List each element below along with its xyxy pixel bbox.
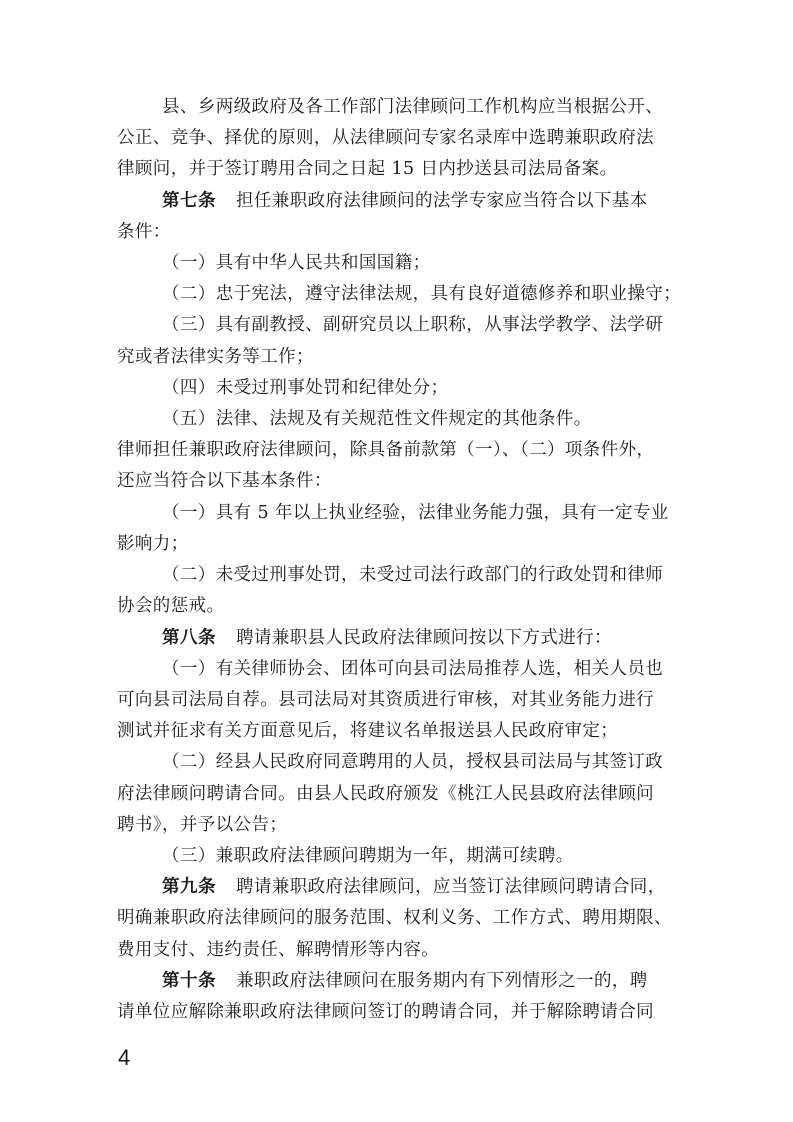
article-label: 第九条: [162, 877, 216, 897]
line-text: （三）兼职政府法律顾问聘期为一年，期满可续聘。: [162, 846, 574, 866]
paragraph-line: [117, 782, 654, 806]
line-text: 究或者法律实务等工作；: [117, 347, 314, 367]
list-item: [162, 563, 663, 587]
paragraph-line: [117, 220, 171, 244]
article-heading-line: [162, 969, 648, 993]
line-text: （二）未受过刑事处罚，未受过司法行政部门的行政处罚和律师: [162, 565, 664, 585]
line-text: 还应当符合以下基本条件：: [117, 471, 332, 491]
paragraph-line: [117, 688, 654, 712]
line-text: （一）具有 5 年以上执业经验，法律业务能力强，具有一定专业: [162, 503, 669, 523]
paragraph-line: [117, 438, 654, 462]
list-item: [162, 376, 448, 400]
line-text: 协会的惩戒。: [117, 596, 225, 616]
paragraph-line: [117, 532, 189, 556]
line-text: 费用支付、违约责任、解聘情形等内容。: [117, 940, 440, 960]
paragraph-line: [117, 813, 287, 837]
list-item: [162, 407, 592, 431]
paragraph-line: [117, 1000, 654, 1024]
line-text: （一）有关律师协会、团体可向县司法局推荐人选，相关人员也: [162, 659, 664, 679]
article-heading-line: [162, 875, 666, 899]
list-item: [162, 844, 574, 868]
line-text: 聘请兼职县人民政府法律顾问按以下方式进行：: [236, 628, 612, 648]
line-text: 测试并征求有关方面意见后，将建议名单报送县人民政府审定；: [117, 721, 619, 741]
article-heading-line: [162, 189, 648, 213]
paragraph-line: [117, 157, 617, 181]
paragraph-line: [117, 126, 654, 150]
list-item: [162, 251, 431, 275]
list-item: [162, 750, 663, 774]
line-text: 律顾问，并于签订聘用合同之日起 15 日内抄送县司法局备案。: [117, 159, 618, 179]
line-text: （二）经县人民政府同意聘用的人员，授权县司法局与其签订政: [162, 752, 664, 772]
line-text: （一）具有中华人民共和国国籍；: [162, 253, 431, 273]
line-text: 明确兼职政府法律顾问的服务范围、权利义务、工作方式、聘用期限、: [117, 908, 672, 928]
list-item: [162, 95, 663, 119]
line-text: 公正、竞争、择优的原则，从法律顾问专家名录库中选聘兼职政府法: [117, 128, 654, 148]
line-text: （五）法律、法规及有关规范性文件规定的其他条件。: [162, 409, 592, 429]
line-text: 条件：: [117, 222, 171, 242]
paragraph-line: [117, 938, 439, 962]
line-text: 聘书》，并予以公告；: [117, 815, 288, 835]
list-item: [162, 501, 669, 525]
line-text: （三）具有副教授、副研究员以上职称，从事法学教学、法学研: [162, 315, 664, 335]
list-item: [162, 313, 663, 337]
line-text: 聘请兼职政府法律顾问，应当签订法律顾问聘请合同，: [236, 877, 666, 897]
paragraph-line: [117, 906, 672, 930]
page-number: 4: [118, 1045, 131, 1070]
line-text: 兼职政府法律顾问在服务期内有下列情形之一的，聘: [236, 971, 648, 991]
line-text: 担任兼职政府法律顾问的法学专家应当符合以下基本: [236, 191, 648, 211]
line-text: （四）未受过刑事处罚和纪律处分；: [162, 378, 449, 398]
paragraph-line: [117, 469, 332, 493]
line-text: 影响力；: [117, 534, 189, 554]
line-text: 府法律顾问聘请合同。由县人民政府颁发《桃江人民县政府法律顾问: [117, 784, 654, 804]
list-item: [162, 282, 681, 306]
paragraph-line: [117, 345, 314, 369]
article-label: 第七条: [162, 191, 216, 211]
article-label: 第十条: [162, 971, 216, 991]
article-label: 第八条: [162, 628, 216, 648]
line-text: 律师担任兼职政府法律顾问，除具备前款第（一）、（二）项条件外，: [117, 440, 655, 460]
paragraph-line: [117, 594, 224, 618]
line-text: 请单位应解除兼职政府法律顾问签订的聘请合同，并于解除聘请合同: [117, 1002, 654, 1022]
line-text: 县、乡两级政府及各工作部门法律顾问工作机构应当根据公开、: [162, 97, 664, 117]
list-item: [162, 657, 663, 681]
line-text: （二）忠于宪法，遵守法律法规，具有良好道德修养和职业操守；: [162, 284, 682, 304]
paragraph-line: [117, 719, 618, 743]
article-heading-line: [162, 626, 612, 650]
line-text: 可向县司法局自荐。县司法局对其资质进行审核，对其业务能力进行: [117, 690, 654, 710]
